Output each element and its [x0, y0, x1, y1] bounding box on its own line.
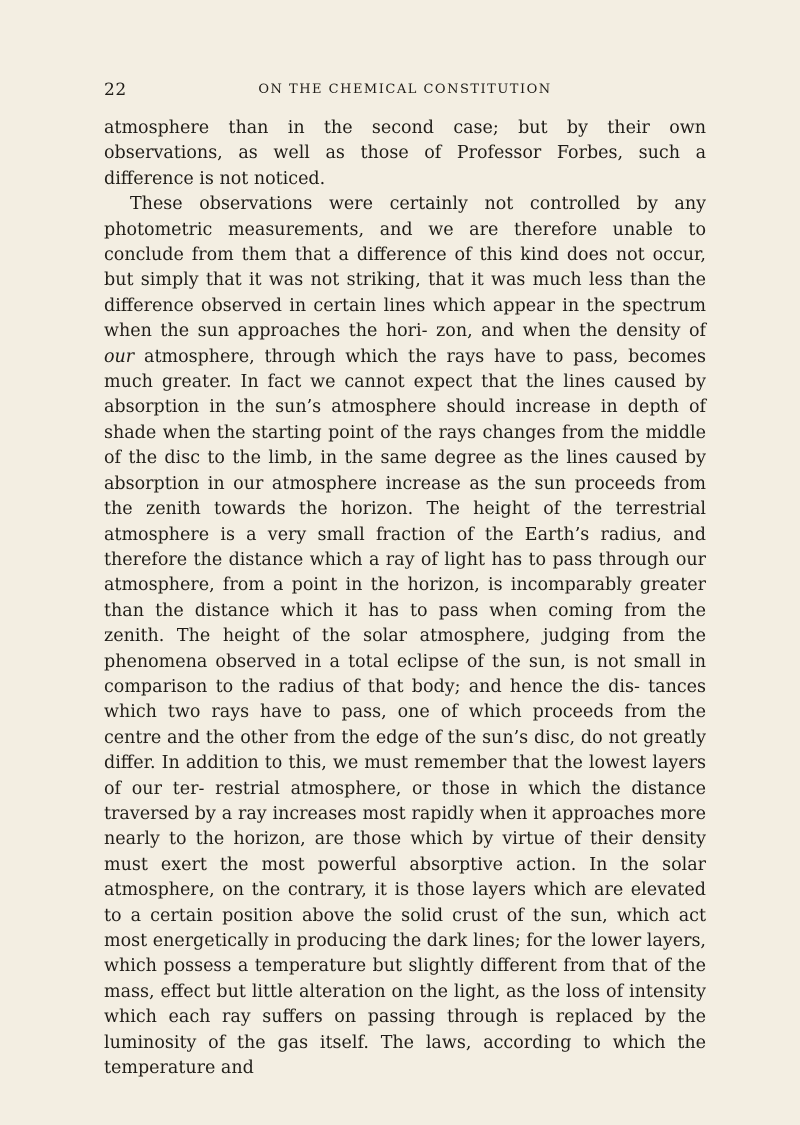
emphasis-our: our [104, 346, 135, 367]
page-header [104, 80, 706, 102]
paragraph-2-text-a: These observations were certainly not controlled by any photometric measurements, and we are therefore unable to conclude from them that a difference of this kind does not occur, but simply that it was not striking, that it was much less than the difference observed in certain lines which appear in the spectrum when the sun approaches the hori- zon, and when the density of [104, 194, 706, 342]
paragraph-2-text-b: atmosphere, through which the rays have to pass, becomes much greater. In fact we cannot expect that the lines caused by absorption in the sun’s atmosphere should increase in depth of shade when the starting point of the rays changes from the middle of the disc to the limb, in the same degree as the lines caused by absorption in our atmosphere increase as the sun proceeds from the zenith towards the horizon. The height of the terrestrial atmosphere is a very small fraction of the Earth’s radius, and therefore the distance which a ray of light has to pass through our atmosphere, from a point in the horizon, is incomparably greater than the distance which it has to pass when coming from the zenith. The height of the solar atmosphere, judging from the phenomena observed in a total eclipse of the sun, is not small in comparison to the radius of that body; and hence the dis- tances which two rays have to pass, one of which proceeds from the centre and the other from the edge of the sun’s disc, do not greatly differ. In addition to this, we must remember that the lowest layers of our ter- restrial atmosphere, or those in which the distance traversed by a ray increases most rapidly when it approaches more nearly to the horizon, are those which by virtue of their density must exert the most powerful absorptive action. In the solar atmosphere, on the contrary, it is those layers which are elevated to a certain position above the solid crust of the sun, which act most energetically in producing the dark lines; for the lower layers, which possess a temperature but slightly different from that of the mass, effect but little alteration on the light, as the loss of intensity which each ray suffers on passing through is replaced by the luminosity of the gas itself. The laws, according to which the temperature and [104, 346, 706, 1079]
body-text [104, 116, 706, 1081]
running-head: ON THE CHEMICAL CONSTITUTION [258, 82, 552, 97]
paragraph-1 [104, 116, 706, 192]
paragraph-2 [104, 192, 706, 1081]
page-number: 22 [104, 80, 127, 100]
paragraph-1-text: atmosphere than in the second case; but by their own observations, as well as those of Professor Forbes, such a difference is not noticed. [104, 118, 706, 189]
